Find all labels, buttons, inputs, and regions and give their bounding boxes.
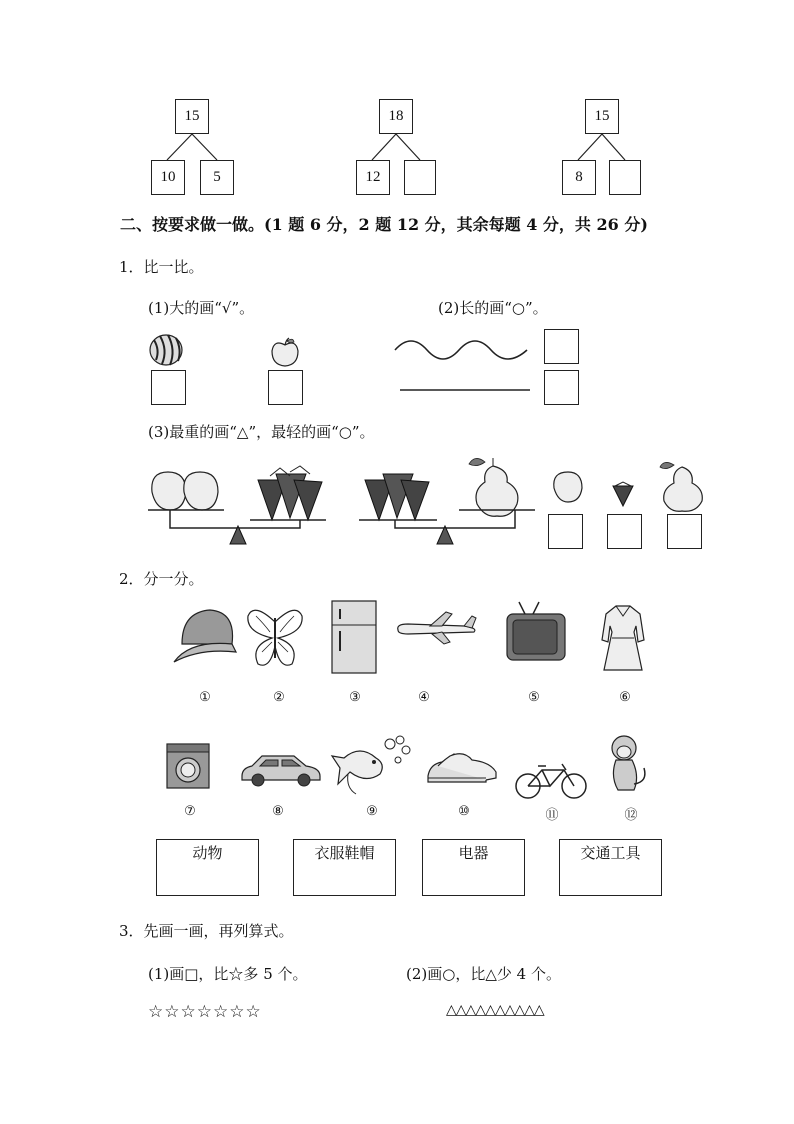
q1-part3: (3)最重的画“△”，最轻的画“○”。 — [148, 423, 375, 441]
watermelon-icon — [148, 330, 188, 370]
tree-3-right-blank[interactable] — [609, 160, 641, 195]
q1-1-answer-box-small[interactable] — [268, 370, 303, 405]
q3-part2: (2)画○，比△少 4 个。 — [406, 965, 561, 983]
cap-icon — [170, 604, 240, 666]
goldfish-icon — [330, 734, 414, 798]
television-icon — [503, 600, 569, 666]
category-box-transport[interactable] — [559, 839, 662, 896]
tree-3-top: 15 — [585, 99, 619, 134]
item-number-8: ⑧ — [272, 804, 284, 819]
strawberries-icon — [258, 466, 322, 520]
pear-icon — [656, 457, 706, 513]
q1-part2: (2)长的画“○”。 — [438, 299, 548, 317]
category-label-appliances: 电器 — [458, 844, 489, 862]
dress-icon — [600, 602, 646, 674]
balance-scale-1 — [140, 440, 340, 550]
tree-2-top: 18 — [379, 99, 413, 134]
section-2-title: 二、按要求做一做。(1 题 6 分，2 题 12 分，其余每题 4 分，共 26 分) — [120, 215, 648, 234]
tree-2-left: 12 — [356, 160, 390, 195]
washing-machine-icon — [163, 740, 215, 792]
q1-label: 1．比一比。 — [119, 258, 204, 276]
item-number-7: ⑦ — [184, 804, 196, 819]
tree-3-branches — [0, 0, 794, 200]
q1-part1: (1)大的画“√”。 — [148, 299, 255, 317]
q1-3-answer-box-pear[interactable] — [667, 514, 702, 549]
tree-1-left: 10 — [151, 160, 185, 195]
category-label-animals: 动物 — [192, 844, 223, 862]
item-number-1: ① — [199, 690, 211, 705]
category-box-clothing[interactable] — [293, 839, 396, 896]
q2-label: 2．分一分。 — [119, 570, 204, 588]
sneakers-icon — [424, 746, 500, 790]
q3-label: 3．先画一画，再列算式。 — [119, 922, 294, 940]
tree-1-right: 5 — [200, 160, 234, 195]
item-number-3: ③ — [349, 690, 361, 705]
bicycle-icon — [514, 760, 588, 800]
balance-scale-2 — [355, 440, 555, 550]
item-number-9: ⑨ — [366, 804, 378, 819]
airplane-icon — [394, 610, 480, 646]
pear-icon — [469, 458, 518, 516]
item-number-5: ⑤ — [528, 690, 540, 705]
item-number-4: ④ — [418, 690, 430, 705]
q1-2-answer-box-wavy[interactable] — [544, 329, 579, 364]
q3-part1: (1)画□，比☆多 5 个。 — [148, 965, 308, 983]
q1-3-answer-box-strawberry[interactable] — [607, 514, 642, 549]
q1-1-answer-box-big[interactable] — [151, 370, 186, 405]
tree-1-top: 15 — [175, 99, 209, 134]
category-label-clothing: 衣服鞋帽 — [314, 844, 375, 862]
item-number-11: ⑪ — [545, 808, 559, 823]
peach-icon — [548, 466, 588, 506]
wavy-line — [395, 330, 535, 370]
category-box-appliances[interactable] — [422, 839, 525, 896]
category-label-transport: 交通工具 — [580, 844, 641, 862]
item-number-10: ⑩ — [458, 804, 470, 819]
q3-stars-row: ☆☆☆☆☆☆☆ — [148, 1002, 262, 1022]
straight-line — [400, 388, 532, 392]
refrigerator-icon — [330, 597, 380, 677]
item-number-2: ② — [273, 690, 285, 705]
peach-icon — [152, 472, 218, 510]
strawberry-icon — [611, 480, 635, 508]
q3-triangles-row: △△△△△△△△△△ — [446, 1002, 544, 1018]
tree-3-left: 8 — [562, 160, 596, 195]
monkey-icon — [604, 732, 650, 798]
butterfly-icon — [244, 602, 306, 672]
q1-3-answer-box-peach[interactable] — [548, 514, 583, 549]
category-box-animals[interactable] — [156, 839, 259, 896]
q1-2-answer-box-straight[interactable] — [544, 370, 579, 405]
car-icon — [240, 752, 322, 788]
strawberries-icon — [365, 474, 429, 520]
apple-icon — [268, 337, 304, 369]
item-number-6: ⑥ — [619, 690, 631, 705]
item-number-12: ⑫ — [624, 808, 638, 823]
